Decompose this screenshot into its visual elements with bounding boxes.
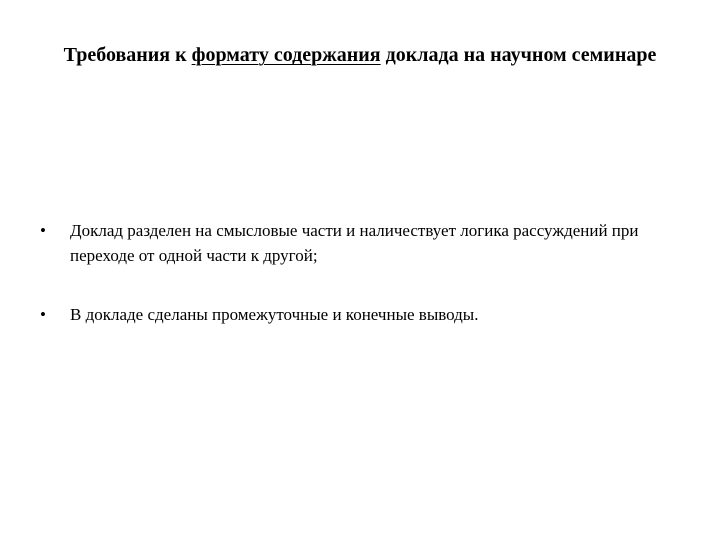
bullet-text: Доклад разделен на смысловые части и наличествует логика рассуждений при переходе от одной части к другой; [70, 221, 639, 265]
bullet-dot-icon: • [40, 305, 46, 324]
title-underlined-text: формату содержания [191, 44, 381, 66]
bullet-item [40, 218, 640, 268]
title-text-start: Требования к [63, 44, 192, 66]
slide-title [40, 40, 680, 70]
bullet-list [40, 218, 640, 361]
bullet-dot-icon: • [40, 221, 46, 240]
bullet-text: В докладе сделаны промежуточные и конечные выводы. [70, 305, 479, 324]
title-text-end: доклада на научном семинаре [380, 44, 657, 66]
bullet-item [40, 302, 640, 327]
